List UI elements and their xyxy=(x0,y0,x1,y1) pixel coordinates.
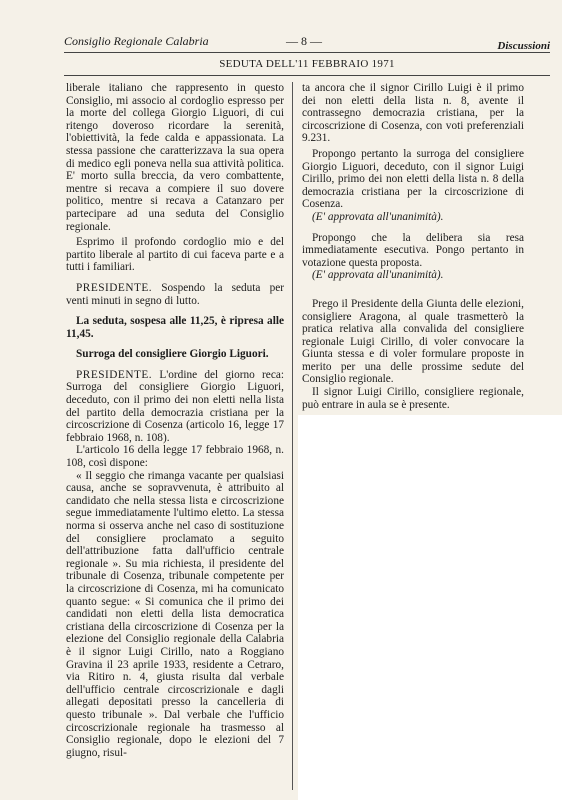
speaker-name: PRESIDENTE. xyxy=(76,368,153,381)
page-header xyxy=(64,32,550,52)
left-column xyxy=(66,82,284,759)
speech-text: L'ordine del giorno reca: Surroga del consigliere Giorgio Liguori, deceduto, con il primo dei non eletti nella lista del partito della democrazia cristiana per la circoscrizione di Cosenza (articolo 16, legge 17 febbraio 1968, n. 108). xyxy=(66,368,284,444)
right-column xyxy=(302,82,524,411)
procedural-note: La seduta, sospesa alle 11,25, è ripresa alle 11,45. xyxy=(66,315,284,340)
session-title: SEDUTA DELL'11 FEBBRAIO 1971 xyxy=(219,58,395,70)
paragraph xyxy=(66,369,284,445)
header-rule xyxy=(64,52,550,53)
agenda-heading: Surroga del consigliere Giorgio Liguori. xyxy=(76,348,269,361)
paragraph: liberale italiano che rappresento in questo Consiglio, mi associo al cordoglio espresso per la morte del collega Giorgio Liguori, di cui ritengo doveroso ricordare la serenità, l'obiettività, la fede calda e appassionata. La stessa passione che caratterizzava la sua opera di medico egli poneva nella sua attività politica. E' morto sulla breccia, da vero combattente, mentre si recava a compiere il suo dovere politico, mentre si recava a Catanzaro per partecipare ad una seduta del Consiglio regionale. xyxy=(66,82,284,233)
speaker-name: PRESIDENTE. xyxy=(76,281,153,294)
paragraph: Propongo che la delibera sia resa immediatamente esecutiva. Pongo pertanto in votazione questa proposta. xyxy=(302,231,524,269)
vote-result: (E' approvata all'unanimità). xyxy=(312,269,444,282)
speech-text: Sospendo la seduta per venti minuti in segno di lutto. xyxy=(66,281,284,307)
paragraph: Prego il Presidente della Giunta delle elezioni, consigliere Aragona, al quale trasmetterò la pratica relativa alla convalida del consigliere regionale Luigi Cirillo, di voler convocare la Giunta stessa e di voler formulare proposte in merito per una delle prossime sedute del Consiglio regionale. xyxy=(302,297,524,386)
paragraph: Esprimo il profondo cordoglio mio e del partito liberale al partito di cui faceva parte e a tutti i familiari. xyxy=(66,236,284,274)
column-divider xyxy=(292,82,293,790)
paragraph: ta ancora che il signor Cirillo Luigi è il primo dei non eletti della lista n. 8, avente il contrassegno democrazia cristiana, per la circoscrizione di Cosenza, con voti preferenziali 9.231. xyxy=(302,82,524,145)
paragraph: Il signor Luigi Cirillo, consigliere regionale, può entrare in aula se è presente. xyxy=(302,386,524,411)
publication-title: Consiglio Regionale Calabria xyxy=(64,34,209,48)
paragraph xyxy=(66,282,284,307)
vote-result: (E' approvata all'unanimità). xyxy=(312,210,444,223)
paragraph: Propongo pertanto la surroga del consigliere Giorgio Liguori, deceduto, con il signor Luigi Cirillo, primo dei non eletti della lista n. 8 della democrazia cristiana per la circoscrizione di Cosenza. xyxy=(302,147,524,211)
paragraph: L'articolo 16 della legge 17 febbraio 1968, n. 108, così dispone: xyxy=(66,444,284,470)
page-number: — 8 — xyxy=(286,34,322,48)
session-rule xyxy=(64,75,550,76)
section-title: Discussioni xyxy=(497,40,550,52)
paragraph: « Il seggio che rimanga vacante per qualsiasi causa, anche se sopravvenuta, è attribuito al candidato che nella stessa lista e circoscrizione segue immediatamente l'ultimo eletto. La stessa norma si osserva anche nel caso di sostituzione del consigliere proclamato a seguito dell'attribuzione fatta dall'ufficio centrale regionale ». Su mia richiesta, il presidente del tribunale di Cosenza, tribunale competente per la circoscrizione di Cosenza, mi ha comunicato quanto segue: « Si comunica che il primo dei candidati non eletti della lista democratica cristiana della circoscrizione di Cosenza per la elezione del Consiglio regionale della Calabria è il signor Luigi Cirillo, nato a Roggiano Gravina il 23 aprile 1933, residente a Cetraro, via Ritiro n. 4, giusta risulta dal verbale dell'ufficio centrale circoscrizionale e dagli allegati depositati presso la cancelleria di questo tribunale ». Dal verbale che l'ufficio circoscrizionale regionale ha trasmesso al Consiglio regionale, dopo le elezioni del 7 giugno, risul- xyxy=(66,469,284,759)
